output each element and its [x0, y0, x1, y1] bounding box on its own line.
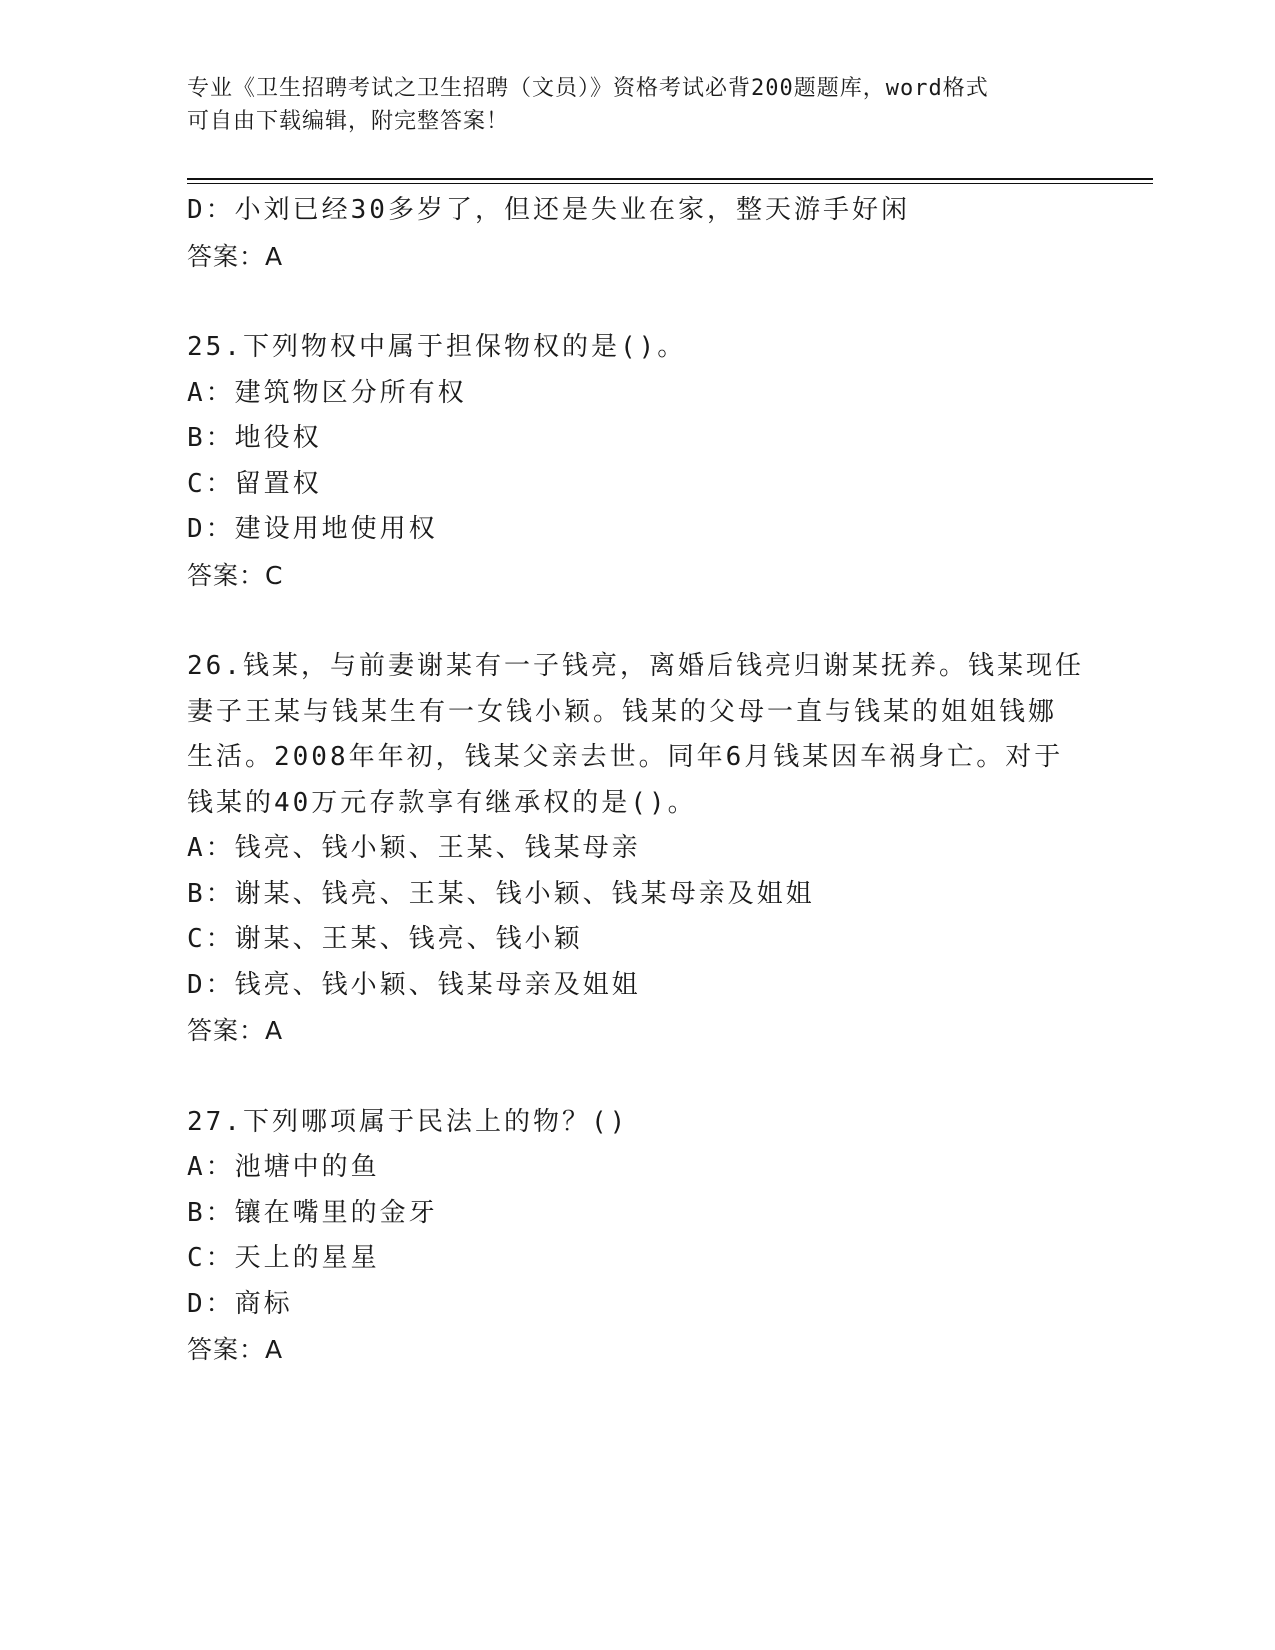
question-title-line-3: 生活。2008年年初，钱某父亲去世。同年6月钱某因车祸身亡。对于	[187, 742, 1064, 772]
answer-label: 答案：	[187, 241, 266, 271]
answer-line	[187, 1327, 1087, 1373]
answer-value: C	[265, 560, 284, 590]
question-26	[187, 644, 1087, 1054]
option-d: D：商标	[187, 1288, 293, 1319]
header-rule-thick	[187, 178, 1153, 180]
option-a: A：池塘中的鱼	[187, 1152, 380, 1182]
option-c: C：留置权	[187, 468, 322, 499]
option-a: A：钱亮、钱小颖、王某、钱某母亲	[187, 833, 641, 863]
option-c: C：天上的星星	[187, 1243, 380, 1273]
question-title-line-1: 26.钱某，与前妻谢某有一子钱亮，离婚后钱亮归谢某抚养。钱某现任	[187, 651, 1084, 681]
option-d: D：小刘已经30多岁了，但还是失业在家，整天游手好闲	[187, 195, 910, 225]
option-d: D：建设用地使用权	[187, 514, 438, 544]
answer-label: 答案：	[187, 1335, 266, 1364]
question-title: 25.下列物权中属于担保物权的是()。	[187, 332, 687, 362]
question-25	[187, 325, 1087, 598]
answer-line	[187, 234, 1087, 280]
option-b: B：地役权	[187, 423, 322, 453]
answer-value: A	[265, 1335, 284, 1364]
option-b: B：谢某、钱亮、王某、钱小颖、钱某母亲及姐姐	[187, 878, 815, 909]
question-title: 27.下列哪项属于民法上的物？()	[187, 1106, 629, 1137]
answer-label: 答案：	[187, 560, 266, 590]
option-a: A：建筑物区分所有权	[187, 377, 467, 408]
header-rule-thin	[187, 183, 1153, 184]
option-b: B：镶在嘴里的金牙	[187, 1197, 438, 1228]
question-title-line-4: 钱某的40万元存款享有继承权的是()。	[187, 787, 697, 818]
question-title-line-2: 妻子王某与钱某生有一女钱小颖。钱某的父母一直与钱某的姐姐钱娜	[187, 696, 1058, 727]
document-header	[187, 72, 1087, 138]
question-fragment	[187, 188, 1087, 279]
answer-line	[187, 1008, 1087, 1054]
answer-value: A	[265, 241, 284, 271]
option-c: C：谢某、王某、钱亮、钱小颖	[187, 924, 583, 954]
question-27	[187, 1100, 1087, 1373]
answer-line	[187, 553, 1087, 599]
answer-value: A	[265, 1016, 284, 1045]
header-line-1: 专业《卫生招聘考试之卫生招聘（文员）》资格考试必背200题题库，word格式	[187, 76, 989, 101]
answer-label: 答案：	[187, 1016, 266, 1045]
document-body	[187, 188, 1087, 1373]
header-line-2: 可自由下载编辑，附完整答案！	[187, 109, 510, 134]
option-d: D：钱亮、钱小颖、钱某母亲及姐姐	[187, 969, 641, 1000]
